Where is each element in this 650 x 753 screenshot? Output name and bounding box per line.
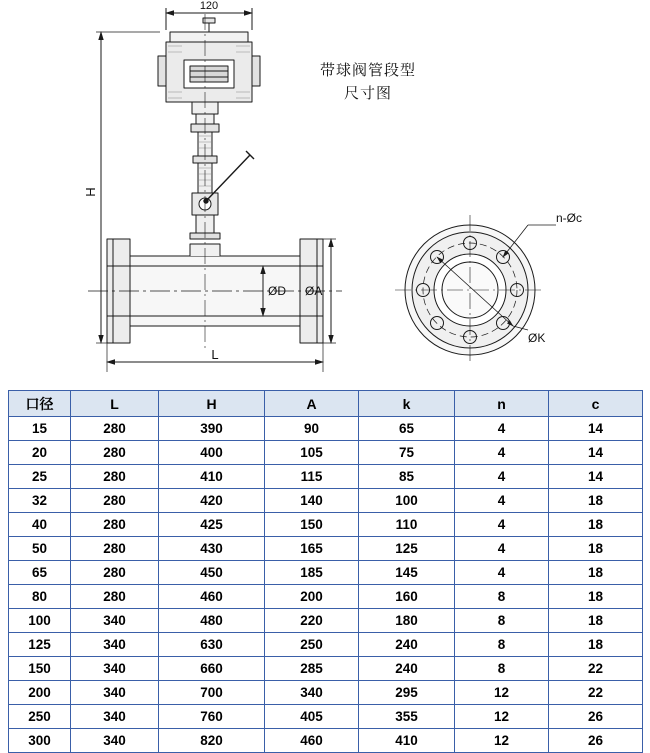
cell-k: 355 (359, 705, 455, 729)
table-row (9, 489, 643, 513)
cell-l: 340 (71, 633, 159, 657)
cell-l: 280 (71, 465, 159, 489)
cell-l: 280 (71, 489, 159, 513)
cell-kou-jing: 20 (9, 441, 71, 465)
cell-n: 8 (455, 609, 549, 633)
cell-h: 450 (159, 561, 265, 585)
cell-h: 660 (159, 657, 265, 681)
cell-c: 14 (549, 465, 643, 489)
cell-n: 4 (455, 441, 549, 465)
cell-k: 100 (359, 489, 455, 513)
cell-h: 400 (159, 441, 265, 465)
cell-kou-jing: 300 (9, 729, 71, 753)
cell-k: 85 (359, 465, 455, 489)
column-header-k: k (359, 391, 455, 417)
column-header-c: c (549, 391, 643, 417)
cell-k: 125 (359, 537, 455, 561)
cell-n: 4 (455, 489, 549, 513)
cell-k: 240 (359, 657, 455, 681)
cell-kou-jing: 80 (9, 585, 71, 609)
cell-l: 340 (71, 657, 159, 681)
cell-c: 18 (549, 537, 643, 561)
cell-h: 425 (159, 513, 265, 537)
cell-n: 4 (455, 513, 549, 537)
cell-k: 75 (359, 441, 455, 465)
cell-k: 180 (359, 609, 455, 633)
cell-a: 115 (265, 465, 359, 489)
column-header-h: H (159, 391, 265, 417)
cell-n: 4 (455, 417, 549, 441)
table-row (9, 417, 643, 441)
cell-kou-jing: 150 (9, 657, 71, 681)
cell-c: 26 (549, 705, 643, 729)
cell-n: 4 (455, 537, 549, 561)
dimension-table-container (8, 390, 642, 753)
cell-kou-jing: 15 (9, 417, 71, 441)
cell-n: 8 (455, 657, 549, 681)
cell-h: 390 (159, 417, 265, 441)
cell-h: 460 (159, 585, 265, 609)
cell-a: 90 (265, 417, 359, 441)
label-height: H (83, 187, 98, 197)
cell-c: 26 (549, 729, 643, 753)
cell-a: 200 (265, 585, 359, 609)
cell-k: 410 (359, 729, 455, 753)
label-bolt-holes: n-Øc (556, 211, 583, 225)
cell-n: 4 (455, 465, 549, 489)
cell-c: 18 (549, 585, 643, 609)
cell-l: 280 (71, 561, 159, 585)
label-bolt-circle: ØK (528, 331, 546, 345)
cell-h: 430 (159, 537, 265, 561)
cell-l: 340 (71, 681, 159, 705)
cell-a: 285 (265, 657, 359, 681)
transmitter-housing (158, 18, 260, 114)
cell-kou-jing: 125 (9, 633, 71, 657)
column-header-n: n (455, 391, 549, 417)
cell-a: 460 (265, 729, 359, 753)
label-inner-dia: ØD (268, 284, 286, 298)
cell-a: 250 (265, 633, 359, 657)
cell-kou-jing: 200 (9, 681, 71, 705)
cell-kou-jing: 100 (9, 609, 71, 633)
cell-c: 14 (549, 441, 643, 465)
table-row (9, 537, 643, 561)
cell-l: 340 (71, 705, 159, 729)
cell-c: 22 (549, 657, 643, 681)
column-header-kou-jing: 口径 (9, 391, 71, 417)
label-outer-dia: ØA (305, 284, 323, 298)
cell-h: 630 (159, 633, 265, 657)
cell-n: 4 (455, 561, 549, 585)
drawing-title-line1: 带球阀管段型 (319, 62, 416, 79)
table-row (9, 705, 643, 729)
column-header-a: A (265, 391, 359, 417)
cell-h: 420 (159, 489, 265, 513)
drawing-title-line2: 尺寸图 (343, 84, 392, 102)
riser-column (190, 114, 254, 239)
cell-a: 340 (265, 681, 359, 705)
cell-a: 140 (265, 489, 359, 513)
table-row (9, 465, 643, 489)
cell-l: 280 (71, 513, 159, 537)
cell-n: 8 (455, 585, 549, 609)
cell-kou-jing: 50 (9, 537, 71, 561)
cell-l: 340 (71, 729, 159, 753)
cell-l: 280 (71, 441, 159, 465)
cell-kou-jing: 40 (9, 513, 71, 537)
cell-c: 18 (549, 561, 643, 585)
cell-h: 700 (159, 681, 265, 705)
cell-h: 410 (159, 465, 265, 489)
cell-l: 280 (71, 537, 159, 561)
table-row (9, 585, 643, 609)
column-header-l: L (71, 391, 159, 417)
table-row (9, 441, 643, 465)
cell-h: 760 (159, 705, 265, 729)
cell-kou-jing: 250 (9, 705, 71, 729)
cell-c: 18 (549, 489, 643, 513)
cell-n: 12 (455, 729, 549, 753)
table-header-row (9, 391, 643, 417)
cell-a: 150 (265, 513, 359, 537)
cell-a: 165 (265, 537, 359, 561)
cell-kou-jing: 32 (9, 489, 71, 513)
cell-n: 8 (455, 633, 549, 657)
cell-a: 220 (265, 609, 359, 633)
cell-l: 280 (71, 585, 159, 609)
cell-kou-jing: 65 (9, 561, 71, 585)
cell-c: 22 (549, 681, 643, 705)
cell-c: 18 (549, 609, 643, 633)
cell-l: 340 (71, 609, 159, 633)
cell-k: 160 (359, 585, 455, 609)
cell-kou-jing: 25 (9, 465, 71, 489)
cell-a: 185 (265, 561, 359, 585)
table-row (9, 609, 643, 633)
cell-n: 12 (455, 681, 549, 705)
table-row (9, 561, 643, 585)
cell-h: 480 (159, 609, 265, 633)
cell-n: 12 (455, 705, 549, 729)
cell-k: 110 (359, 513, 455, 537)
cell-k: 240 (359, 633, 455, 657)
table-row (9, 681, 643, 705)
cell-k: 295 (359, 681, 455, 705)
cell-k: 65 (359, 417, 455, 441)
label-length: L (211, 347, 219, 362)
dimension-table (8, 390, 643, 753)
cell-c: 18 (549, 633, 643, 657)
table-row (9, 513, 643, 537)
cell-c: 14 (549, 417, 643, 441)
cell-k: 145 (359, 561, 455, 585)
cell-a: 105 (265, 441, 359, 465)
cell-h: 820 (159, 729, 265, 753)
table-row (9, 657, 643, 681)
cell-l: 280 (71, 417, 159, 441)
cell-c: 18 (549, 513, 643, 537)
drawing-title (288, 60, 448, 105)
cell-a: 405 (265, 705, 359, 729)
label-top-width: 120 (199, 0, 219, 12)
table-row (9, 633, 643, 657)
